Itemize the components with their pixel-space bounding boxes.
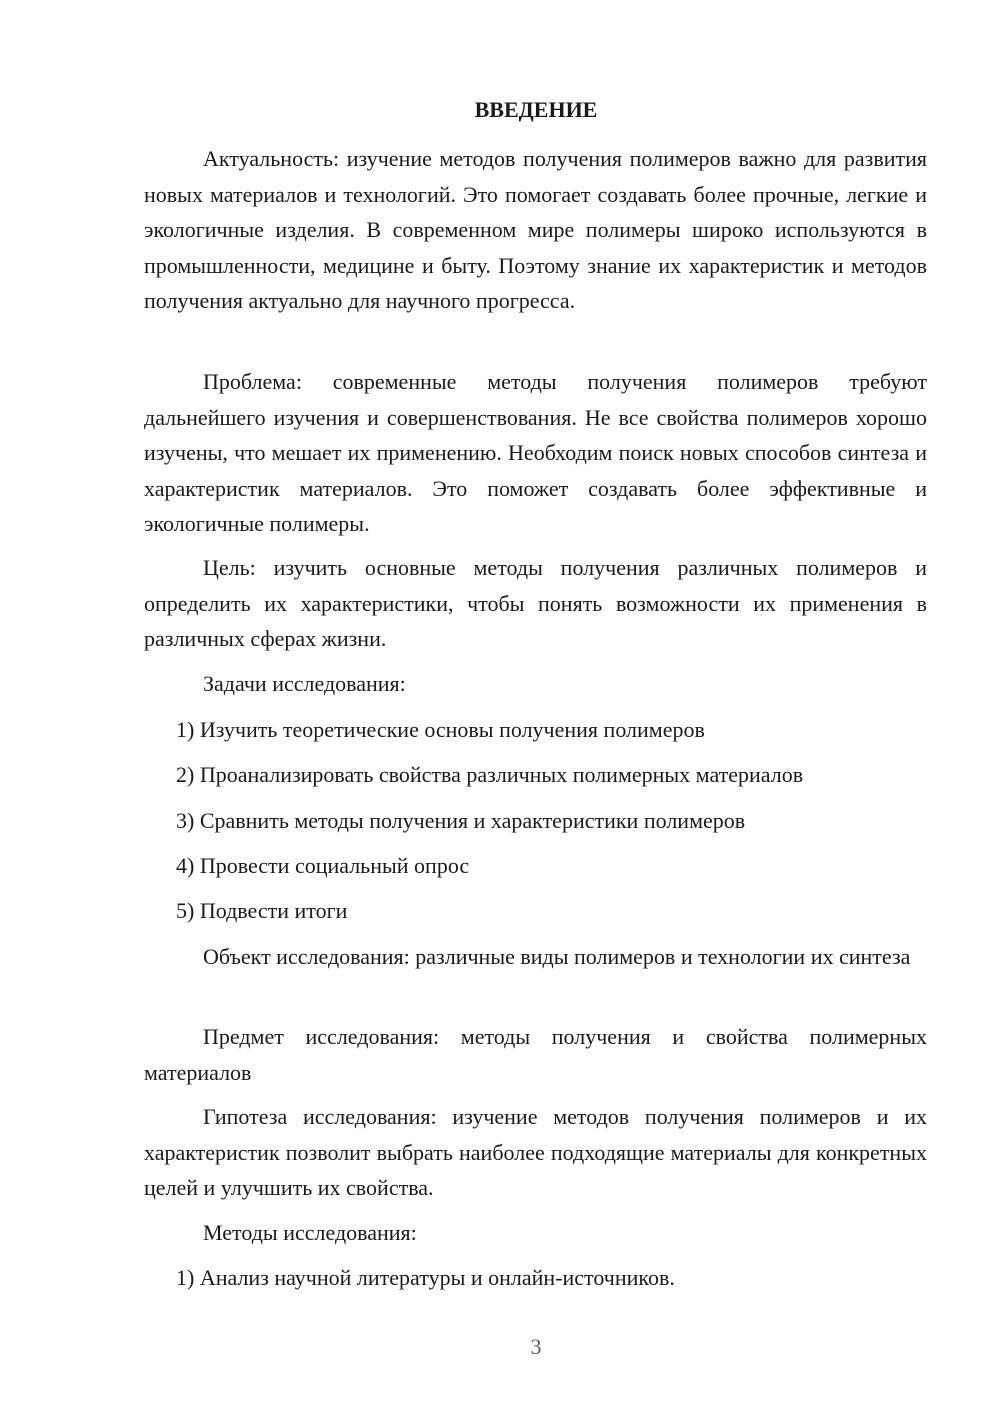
task-item-1: 1) Изучить теоретические основы получения полимеров [176,717,705,742]
goal-paragraph: Цель: изучить основные методы получения различных полимеров и определить их характеристики, чтобы понять возможности их применения в различных сферах жизни. [144,555,927,651]
method-item-1: 1) Анализ научной литературы и онлайн-источников. [176,1265,675,1290]
tasks-heading: Задачи исследования: [203,671,406,696]
task-item-4: 4) Провести социальный опрос [176,853,470,878]
section-title: ВВЕДЕНИЕ [474,97,598,122]
subject-paragraph: Предмет исследования: методы получения и свойства полимерных материалов [144,1024,927,1085]
hypothesis-paragraph: Гипотеза исследования: изучение методов получения полимеров и их характеристик позволит выбрать наиболее подходящие материалы для конкретных целей и улучшить их свойства. [144,1104,927,1200]
object-paragraph: Объект исследования: различные виды полимеров и технологии их синтеза [203,944,911,969]
page-number: 3 [530,1334,542,1359]
task-item-5: 5) Подвести итоги [176,898,348,923]
methods-heading: Методы исследования: [203,1220,417,1245]
task-item-2: 2) Проанализировать свойства различных полимерных материалов [176,762,804,787]
relevance-paragraph: Актуальность: изучение методов получения полимеров важно для развития новых материалов и технологий. Это помогает создавать более прочные, легкие и экологичные изделия. В современном мире полимеры широко используются в промышленности, медицине и быту. Поэтому знание их характеристик и методов получения актуально для научного прогресса. [144,146,927,313]
task-item-3: 3) Сравнить методы получения и характеристики полимеров [176,808,746,833]
problem-paragraph: Проблема: современные методы получения полимеров требуют дальнейшего изучения и совершенствования. Не все свойства полимеров хорошо изучены, что мешает их применению. Необходим поиск новых способов синтеза и характеристик материалов. Это поможет создавать более эффективные и экологичные полимеры. [144,369,927,536]
